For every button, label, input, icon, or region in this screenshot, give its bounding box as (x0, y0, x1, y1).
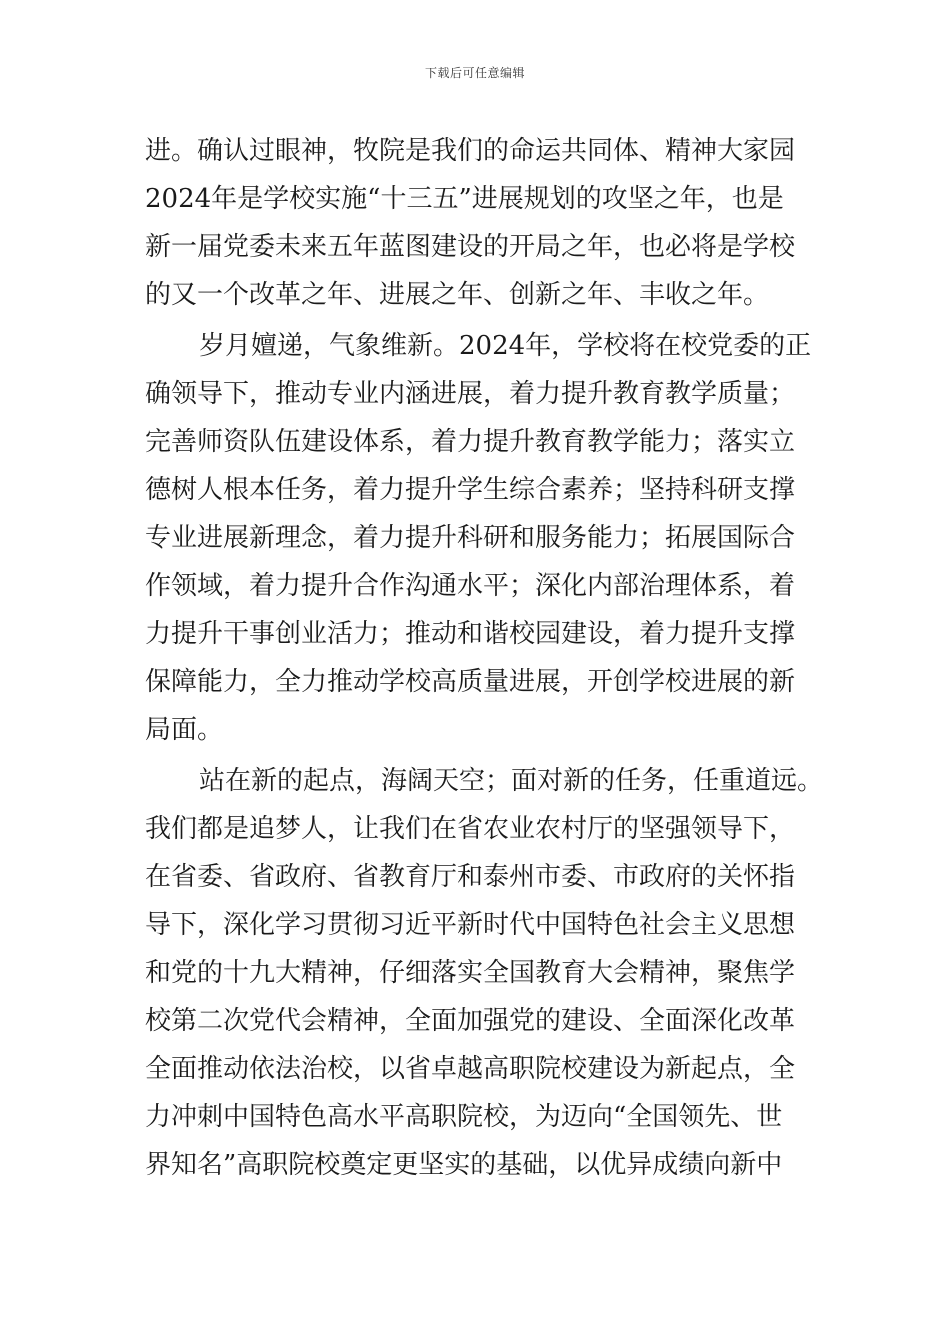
text-line: 和党的十九大精神，仔细落实全国教育大会精神，聚焦学 (145, 958, 796, 988)
text-line: 2024年是学校实施“十三五”进展规划的攻坚之年，也是 (145, 184, 784, 214)
text-line: 作领域，着力提升合作沟通水平；深化内部治理体系，着 (145, 571, 796, 601)
text-line: 我们都是追梦人，让我们在省农业农村厅的坚强领导下， (145, 814, 796, 844)
text-line: 导下，深化学习贯彻习近平新时代中国特色社会主义思想 (145, 910, 796, 940)
text-line: 新一届党委未来五年蓝图建设的开局之年，也必将是学校 (145, 232, 796, 262)
text-line: 力提升干事创业活力；推动和谐校园建设，着力提升支撑 (145, 619, 796, 649)
text-line: 局面。 (145, 715, 224, 745)
text-line: 在省委、省政府、省教育厅和泰州市委、市政府的关怀指 (145, 862, 796, 892)
paragraph-start-line: 站在新的起点，海阔天空；面对新的任务，任重道远。 (199, 766, 824, 796)
text-line: 界知名”高职院校奠定更坚实的基础，以优异成绩向新中 (145, 1150, 783, 1180)
text-line: 力冲刺中国特色高水平高职院校，为迈向“全国领先、世 (145, 1102, 783, 1132)
header-note: 下载后可任意编辑 (424, 66, 525, 80)
text-line: 的又一个改革之年、进展之年、创新之年、丰收之年。 (145, 280, 770, 310)
text-line: 进。确认过眼神，牧院是我们的命运共同体、精神大家园 (145, 136, 796, 166)
body-text (145, 127, 824, 1189)
text-line: 校第二次党代会精神，全面加强党的建设、全面深化改革 (145, 1006, 796, 1036)
text-line: 全面推动依法治校，以省卓越高职院校建设为新起点，全 (145, 1054, 796, 1084)
text-line: 确领导下，推动专业内涵进展，着力提升教育教学质量； (145, 379, 796, 409)
text-line: 德树人根本任务，着力提升学生综合素养；坚持科研支撑 (145, 475, 796, 505)
paragraph-start-line: 岁月嬗递，气象维新。2024年，学校将在校党委的正 (199, 331, 812, 361)
text-line: 专业进展新理念，着力提升科研和服务能力；拓展国际合 (145, 523, 796, 553)
text-line: 完善师资队伍建设体系，着力提升教育教学能力；落实立 (145, 427, 796, 457)
text-line: 保障能力，全力推动学校高质量进展，开创学校进展的新 (145, 667, 796, 697)
